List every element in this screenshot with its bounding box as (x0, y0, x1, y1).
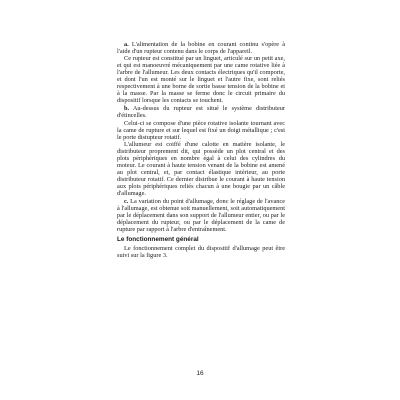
paragraph-label: c. (124, 198, 129, 206)
paragraph-a (117, 41, 285, 55)
paragraph-text: L'alimentation de la bobine en courant continu s'opère à l'aide d'un rupteur contenu dans le corps de l'appareil. (117, 41, 285, 56)
section-heading: Le fonctionnement général (117, 236, 199, 244)
paragraph-distributeur (117, 120, 285, 141)
paragraph-text: Celui-ci se compose d'une pièce rotative isolante tournant avec la came de rupture et sur lequel est fixé un doigt métallique ; c'est le porte distupteur rotatif. (117, 119, 285, 141)
paragraph-allumeur (117, 141, 285, 197)
page-number: 16 (196, 370, 204, 377)
paragraph-text: L'allumeur est coiffé d'une calotte en matière isolante, le distributeur proprement dit, qui possède un plot central et des plots périphériques en nombre égal à celui des cylindres du moteur. Le courant à haute tension venant de la bobine est amené au plot central, et, par contact élastique intérieur, au porte distributeur rotatif. Ce dernier distribue le courant à haute tension aux plots périphériques reliés chacun à une bougie par un câble d'allumage. (117, 140, 285, 197)
paragraph-text: La variation du point d'allumage, donc le réglage de l'avance à l'allumage, est obtenue soit manuellement, soit automatiquement par le déplacement dans son support de l'allumeur entier, ou par le déplacement du rupteur, ou par le déplacement de la came de rupture par rapport à l'arbre d'entraînement. (117, 198, 285, 234)
paragraph-text: Au-dessus du rupteur est situé le système distributeur d'étincelles. (117, 105, 285, 120)
page-text-block (117, 41, 285, 259)
paragraph-c (117, 198, 285, 233)
paragraph-label: a. (124, 41, 129, 48)
paragraph-rupteur (117, 55, 285, 104)
paragraph-b (117, 105, 285, 119)
paragraph-label: b. (124, 105, 130, 113)
closing-paragraph: Le fonctionnement complet du dispositif d'allumage peut être suivi sur la figure 3. (117, 245, 285, 260)
paragraph-text: Ce rupteur est constitué par un linguet, articulé sur un petit axe, et qui est manoeuvré mécaniquement par une came rotative liée à l'arbre de l'allumeur. Les deux contacts électriques qu'il comporte, et dont l'un est monté sur le linguet et l'autre fixe, sont reliés respectivement à une borne de sortie basse tension de la bobine et à la masse. Par la masse se ferme donc le circuit primaire du dispositif lorsque les contacts se touchent. (117, 55, 285, 105)
